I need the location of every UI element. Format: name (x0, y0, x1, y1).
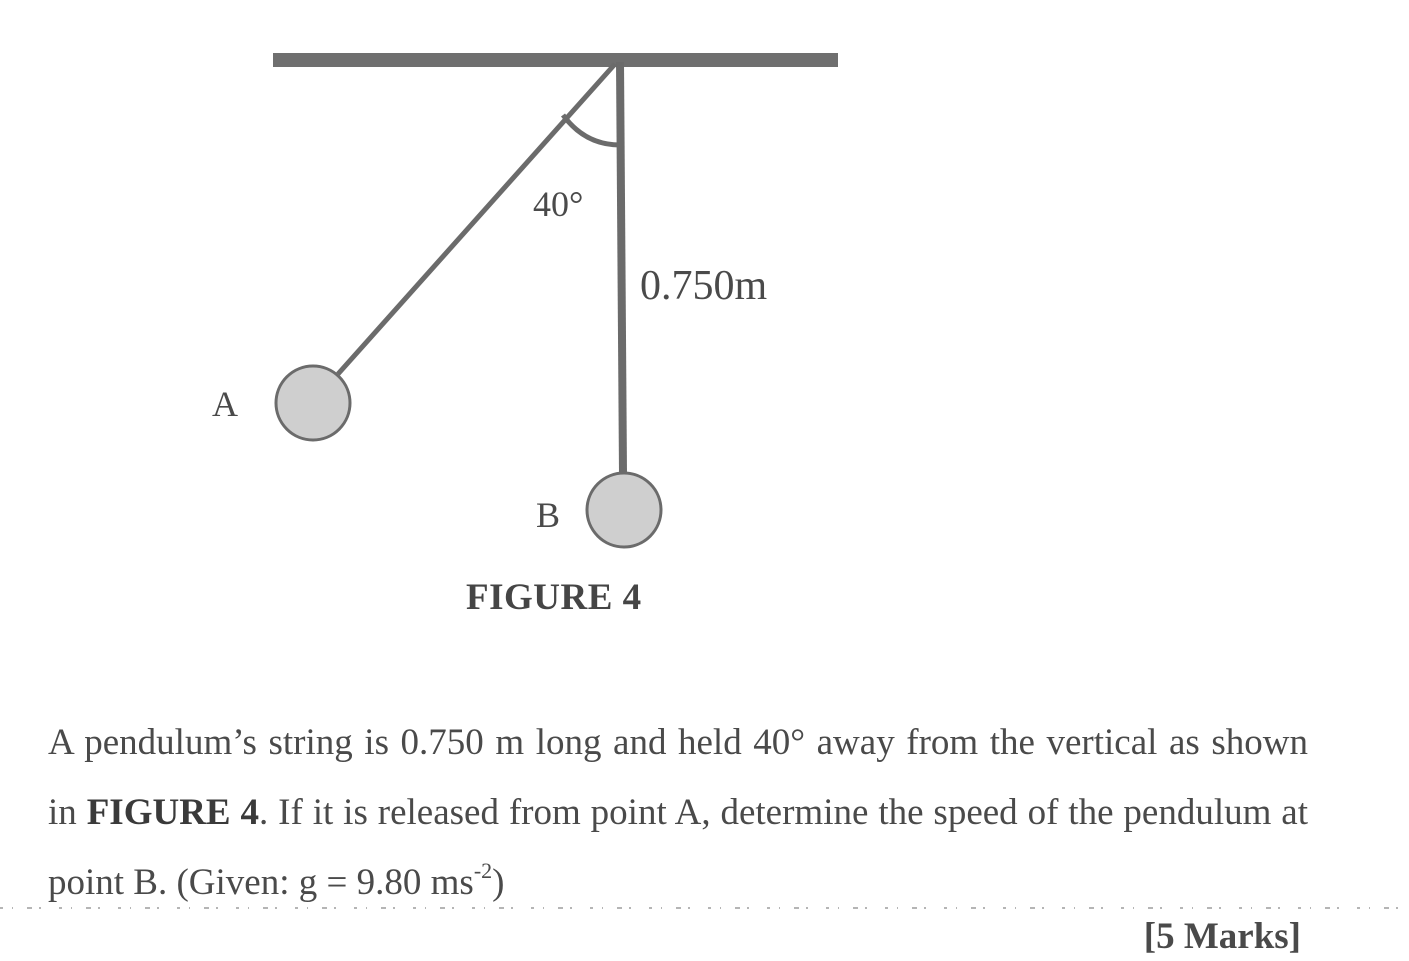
angle-arc (563, 115, 620, 145)
string-vertical (620, 62, 623, 474)
angle-label: 40° (533, 184, 584, 224)
point-b-label: B (536, 495, 561, 535)
bob-a (276, 366, 350, 440)
question-text (48, 708, 1308, 918)
figure-reference: FIGURE 4 (86, 792, 259, 833)
figure-caption: FIGURE 4 (466, 577, 642, 618)
unit-exponent: -2 (473, 858, 493, 883)
question-part-3: ) (492, 862, 505, 903)
point-a-label: A (212, 384, 238, 424)
ceiling-bar (273, 53, 838, 67)
marks-label: [5 Marks] (1143, 916, 1301, 957)
bob-b (587, 473, 661, 547)
length-label: 0.750m (640, 263, 768, 309)
question-part-2: . If it is released from point A, determine the speed of the pendulum at point B. (Given: g = 9.80 ms (48, 792, 1308, 903)
question-part-1: A pendulum’s string is 0.750 m long and held 40° away from the vertical as shown in (48, 722, 1308, 833)
scan-noise-line (0, 904, 1409, 912)
